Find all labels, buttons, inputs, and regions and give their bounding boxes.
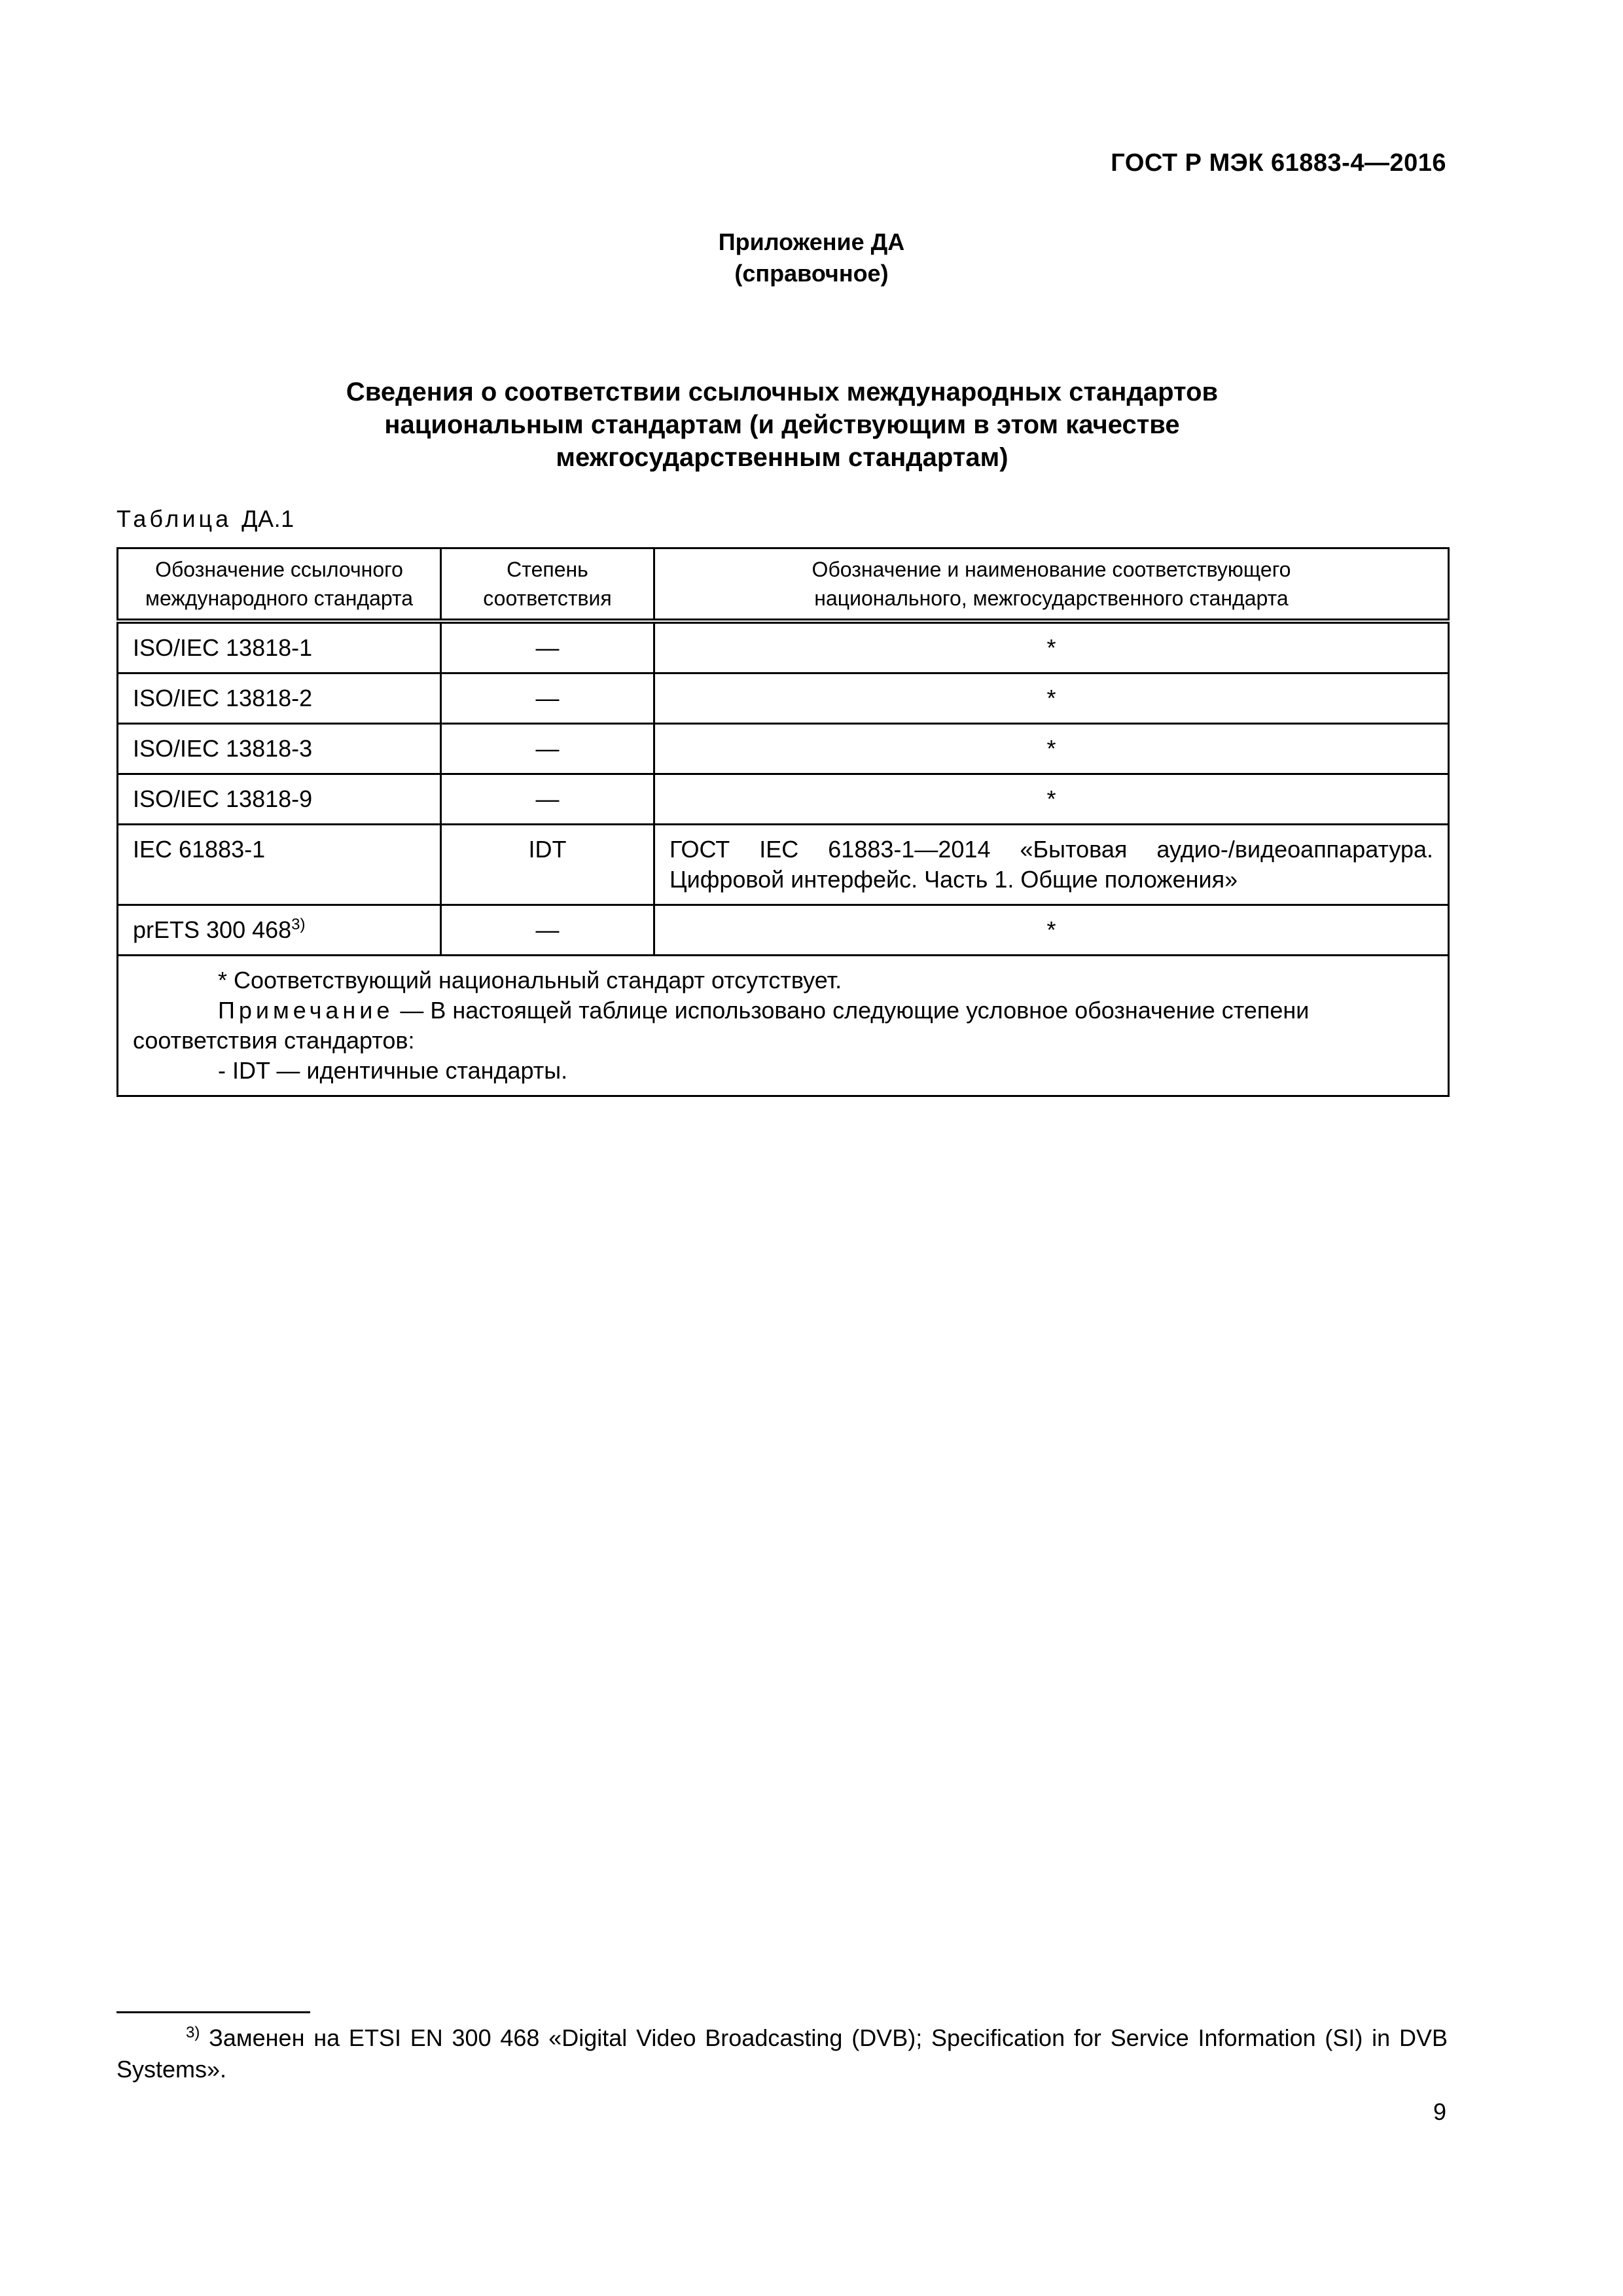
cell-reference: ISO/IEC 13818-1 bbox=[118, 621, 441, 673]
table-caption bbox=[116, 505, 294, 533]
cell-national: * bbox=[654, 774, 1449, 825]
note-label: Примечание bbox=[218, 997, 394, 1024]
header-national-standard bbox=[654, 548, 1449, 622]
cell-national: * bbox=[654, 621, 1449, 673]
cell-reference: ISO/IEC 13818-2 bbox=[118, 673, 441, 724]
header-text: соответствия bbox=[483, 586, 612, 610]
table-notes bbox=[118, 956, 1449, 1096]
table-notes-row bbox=[118, 956, 1449, 1096]
appendix-label: Приложение ДА bbox=[718, 228, 905, 255]
cell-degree: — bbox=[441, 621, 654, 673]
footnote bbox=[116, 2022, 1448, 2085]
header-text: Степень bbox=[507, 558, 588, 581]
table-row bbox=[118, 825, 1449, 905]
heading-line: национальным стандартам (и действующим в этом качестве bbox=[384, 410, 1180, 439]
section-heading bbox=[249, 376, 1315, 474]
footnote-text: Заменен на ETSI EN 300 468 «Digital Video Broadcasting (DVB); Specification for Service Information (SI) in DVB Systems». bbox=[116, 2024, 1448, 2083]
table-row bbox=[118, 724, 1449, 774]
table-row bbox=[118, 673, 1449, 724]
header-text: Обозначение и наименование соответствующего bbox=[812, 558, 1291, 581]
cell-national: * bbox=[654, 724, 1449, 774]
header-text: Обозначение ссылочного bbox=[155, 558, 403, 581]
cell-degree: IDT bbox=[441, 825, 654, 905]
cell-national: * bbox=[654, 905, 1449, 956]
reference-text: prETS 300 468 bbox=[133, 916, 292, 943]
footnote-marker: 3) bbox=[186, 2024, 200, 2041]
document-code: ГОСТ Р МЭК 61883-4—2016 bbox=[1111, 149, 1446, 177]
footnote-marker: 3) bbox=[291, 916, 306, 933]
table-caption-word: Таблица bbox=[116, 505, 232, 532]
cell-national: ГОСТ IEC 61883-1—2014 «Бытовая аудио-/видеоаппаратура. Цифровой интерфейс. Часть 1. Общие положения» bbox=[654, 825, 1449, 905]
table-caption-number: ДА.1 bbox=[241, 505, 294, 532]
table-header-row bbox=[118, 548, 1449, 622]
note-paragraph bbox=[133, 996, 1433, 1056]
cell-degree: — bbox=[441, 905, 654, 956]
cell-reference: ISO/IEC 13818-9 bbox=[118, 774, 441, 825]
cell-reference: IEC 61883-1 bbox=[118, 825, 441, 905]
header-text: национального, межгосударственного стандарта bbox=[814, 586, 1289, 610]
asterisk-note: * Соответствующий национальный стандарт отсутствует. bbox=[218, 967, 842, 994]
table-row bbox=[118, 774, 1449, 825]
footnote-separator bbox=[116, 2011, 310, 2013]
heading-line: Сведения о соответствии ссылочных международных стандартов bbox=[346, 378, 1219, 406]
correspondence-table bbox=[116, 547, 1450, 1097]
note-text: — В настоящей таблице использовано следующие условное обозначение степени соответствия стандартов: bbox=[133, 997, 1310, 1054]
table-row bbox=[118, 905, 1449, 956]
appendix-title bbox=[0, 226, 1623, 289]
table-row bbox=[118, 621, 1449, 673]
cell-reference: ISO/IEC 13818-3 bbox=[118, 724, 441, 774]
cell-reference bbox=[118, 905, 441, 956]
cell-degree: — bbox=[441, 774, 654, 825]
header-degree bbox=[441, 548, 654, 622]
appendix-status: (справочное) bbox=[734, 260, 889, 287]
page-number: 9 bbox=[1433, 2098, 1446, 2125]
cell-degree: — bbox=[441, 724, 654, 774]
note-list-item: - IDT — идентичные стандарты. bbox=[218, 1057, 568, 1084]
header-text: международного стандарта bbox=[145, 586, 414, 610]
cell-degree: — bbox=[441, 673, 654, 724]
cell-national: * bbox=[654, 673, 1449, 724]
heading-line: межгосударственным стандартам) bbox=[556, 443, 1008, 472]
header-reference-standard bbox=[118, 548, 441, 622]
